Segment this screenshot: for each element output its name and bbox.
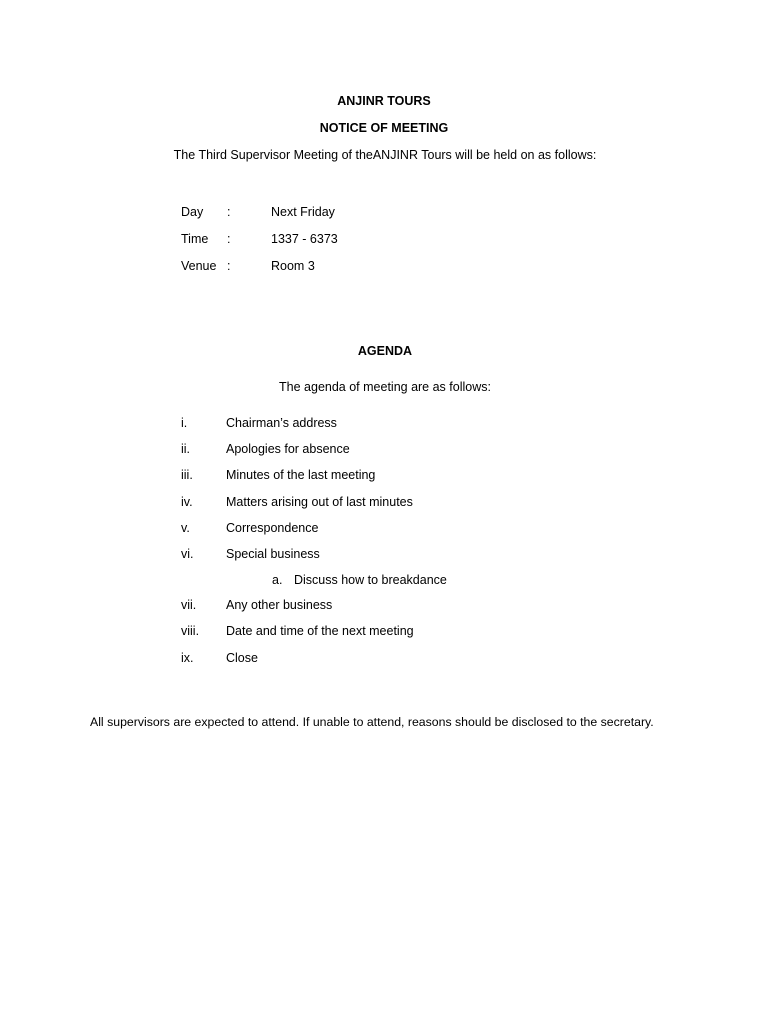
notice-title: NOTICE OF MEETING [319, 121, 449, 135]
intro-text: The Third Supervisor Meeting of theANJINR Tours will be held on as follows: [173, 148, 597, 162]
agenda-subitem-letter: a. [272, 573, 283, 587]
agenda-item-number: v. [181, 521, 190, 535]
agenda-item-text: Any other business [226, 598, 333, 612]
detail-label: Day [181, 205, 204, 219]
agenda-item-text: Chairman’s address [226, 416, 337, 430]
detail-separator: : [227, 259, 231, 273]
detail-value: Room 3 [271, 259, 315, 273]
detail-label: Venue [181, 259, 217, 273]
detail-label: Time [181, 232, 209, 246]
agenda-item-number: vi. [181, 547, 194, 561]
closing-note: All supervisors are expected to attend. If unable to attend, reasons should be disclosed to the secretary. [90, 715, 654, 729]
agenda-subitem-text: Discuss how to breakdance [294, 573, 447, 587]
company-name: ANJINR TOURS [337, 94, 431, 108]
agenda-item-text: Date and time of the next meeting [226, 624, 414, 638]
agenda-item-text: Close [226, 651, 258, 665]
detail-separator: : [227, 232, 231, 246]
detail-value: 1337 - 6373 [271, 232, 338, 246]
agenda-item-number: vii. [181, 598, 197, 612]
agenda-item-text: Special business [226, 547, 320, 561]
agenda-item-number: viii. [181, 624, 200, 638]
agenda-intro: The agenda of meeting are as follows: [279, 380, 491, 394]
agenda-item-text: Correspondence [226, 521, 319, 535]
agenda-title: AGENDA [357, 344, 413, 358]
agenda-item-number: iv. [181, 495, 193, 509]
agenda-item-number: ix. [181, 651, 194, 665]
agenda-item-text: Apologies for absence [226, 442, 350, 456]
detail-separator: : [227, 205, 231, 219]
agenda-item-number: i. [181, 416, 188, 430]
agenda-item-number: ii. [181, 442, 191, 456]
detail-value: Next Friday [271, 205, 335, 219]
agenda-item-text: Matters arising out of last minutes [226, 495, 413, 509]
agenda-item-number: iii. [181, 468, 193, 482]
agenda-item-text: Minutes of the last meeting [226, 468, 376, 482]
